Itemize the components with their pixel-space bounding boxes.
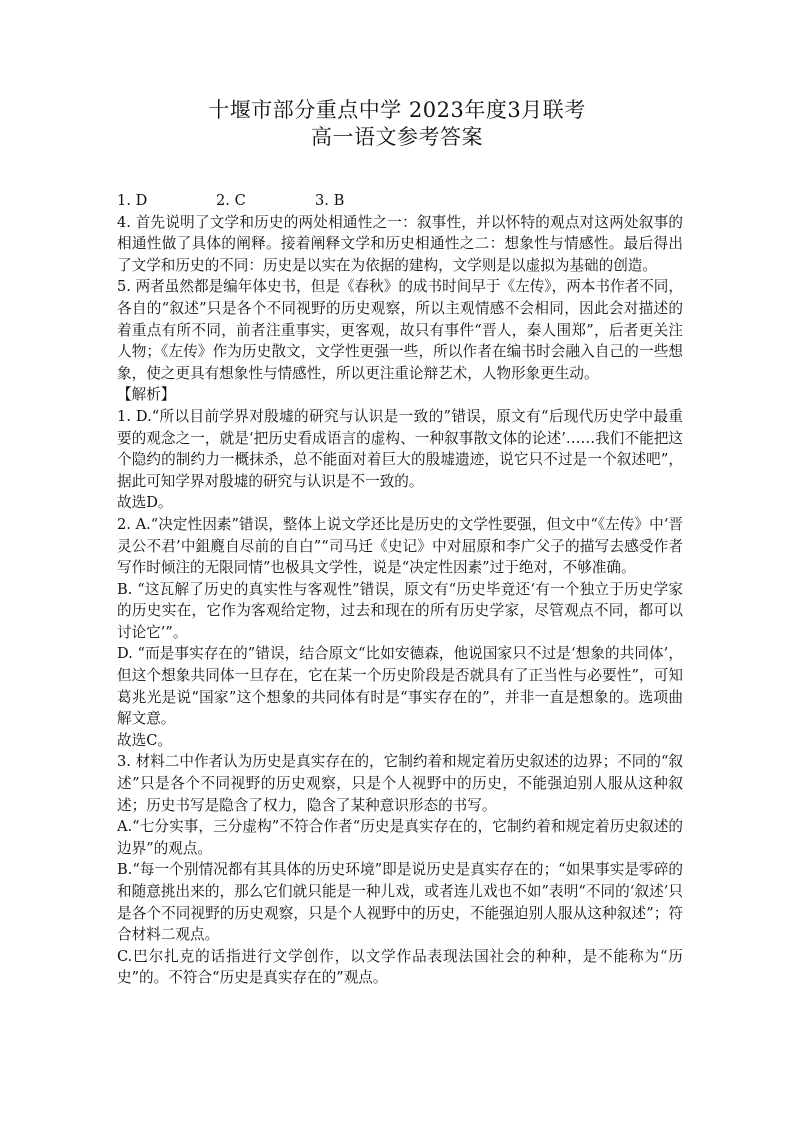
analysis-2-a: 2. A.“决定性因素”错误，整体上说文学还比是历史的文学性要强，但文中“《左传》中‘晋灵公不君’中鉏麑自尽前的自白”“司马迁《史记》中对屈原和李广父子的描写去感受作者写作时倾注的无限同情”也极具文学性，说是“决定性因素”过于绝对，不够准确。 [117,515,683,577]
answer-1: 1. D [117,192,148,209]
answer-content [117,190,683,989]
analysis-2-d: D. “而是事实存在的”错误，结合原文“比如安德森，他说国家只不过是‘想象的共同体’，但这个想象共同体一旦存在，它在某一个历史阶段是否就具有了正当性与必要性”，可知葛兆光是说“国家”这个想象的共同体有时是“事实存在的”，并非一直是想象的。选项曲解文意。 [117,645,683,728]
analysis-2-b: B. “这瓦解了历史的真实性与客观性”错误，原文有“历史毕竟还‘有一个独立于历史学家的历史实在，它作为客观给定物，过去和现在的所有历史学家，尽管观点不同，都可以讨论它’”。 [117,580,683,641]
analysis-3-c: C.巴尔扎克的话指进行文学创作，以文学作品表现法国社会的种种，是不能称为“历史”的。不符合“历史是真实存在的”观点。 [117,947,683,987]
analysis-3-b: B.“每一个别情况都有其具体的历史环境”即是说历史是真实存在的；“如果事实是零碎的和随意挑出来的，那么它们就只能是一种儿戏，或者连儿戏也不如”表明“不同的‘叙述’只是各个不同视野的历史观察，只是个人视野中的历史，不能强迫别人服从这种叙述”；符合材料二观点。 [117,861,683,944]
answer-3: 3. B [315,192,345,209]
analysis-3: 3. 材料二中作者认为历史是真实存在的，它制约着和规定着历史叙述的边界；不同的“叙述”只是各个不同视野的历史观察，只是个人视野中的历史，不能强迫别人服从这种叙述；历史书写是隐含了权力，隐含了某种意识形态的书写。 [117,753,683,814]
analysis-3-a: A.“七分实事，三分虚构”不符合作者“历史是真实存在的，它制约着和规定着历史叙述的边界”的观点。 [117,818,683,857]
exam-subtitle: 高一语文参考答案 [311,125,483,149]
analysis-heading: 【解析】 [117,386,176,404]
title-block [0,97,794,151]
answer-2: 2. C [216,192,246,209]
analysis-1-conclusion: 故选D。 [117,494,173,512]
analysis-1: 1. D.“所以目前学界对殷墟的研究与认识是一致的”错误，原文有“后现代历史学中最重要的观念之一，就是‘把历史看成语言的虚构、一种叙事散文体的论述’……我们不能把这个隐约的制约力一概抹杀，总不能面对着巨大的殷墟遗迹，说它只不过是一个叙述吧”，据此可知学界对殷墟的研究与认识是不一致的。 [117,407,683,490]
multiple-choice-answers [117,190,683,212]
exam-title: 十堰市部分重点中学 2023年度3月联考 [208,98,586,122]
answer-4: 4. 首先说明了文学和历史的两处相通性之一：叙事性，并以怀特的观点对这两处叙事的相通性做了具体的阐释。接着阐释文学和历史相通性之二：想象性与情感性。最后得出了文学和历史的不同：历史是以实在为依据的建构，文学则是以虚拟为基础的创造。 [117,213,683,274]
analysis-2-conclusion: 故选C。 [117,731,172,749]
answer-5: 5. 两者虽然都是编年体史书，但是《春秋》的成书时间早于《左传》，两本书作者不同，各自的“叙述”只是各个不同视野的历史观察，所以主观情感不会相同，因此会对描述的着重点有所不同，前者注重事实，更客观，故只有事件“晋人，秦人围郑”，后者更关注人物；《左传》作为历史散文，文学性更强一些，所以作者在编书时会融入自己的一些想象，使之更具有想象性与情感性，所以更注重论辩艺术，人物形象更生动。 [117,278,683,382]
